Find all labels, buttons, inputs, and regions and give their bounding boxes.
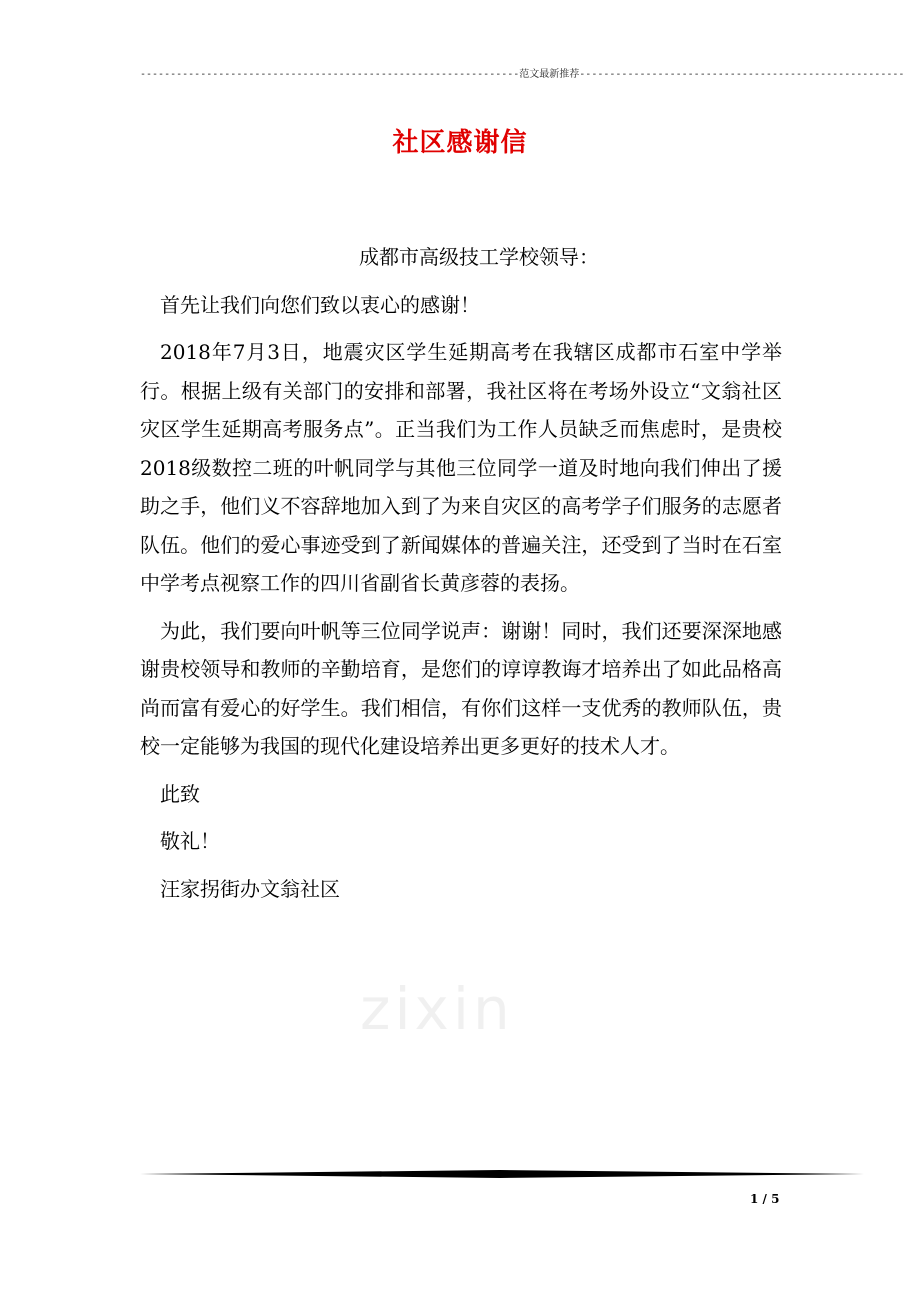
paragraph-event: 2018年7月3日，地震灾区学生延期高考在我辖区成都市石室中学举行。根据上级有关部门的安排和部署，我社区将在考场外设立“文翁社区灾区学生延期高考服务点”。正当我们为工作人员缺乏而焦虑时，是贵校2018级数控二班的叶帆同学与其他三位同学一道及时地向我们伸出了援助之手，他们义不容辞地加入到了为来自灾区的高考学子们服务的志愿者队伍。他们的爱心事迹受到了新闻媒体的普遍关注，还受到了当时在石室中学考点视察工作的四川省副省长黄彦蓉的表扬。: [140, 340, 782, 595]
footer-rule: [140, 1170, 864, 1178]
paragraph-thanks: 首先让我们向您们致以衷心的感谢！: [160, 292, 480, 317]
signature: 汪家拐街办文翁社区: [160, 876, 340, 901]
watermark: zixin: [360, 975, 514, 1043]
page-header-rule: ---------------------------------------------------------------范文最新推荐------------------------------------------------------: [140, 69, 905, 80]
closing-line-2: 敬礼！: [160, 829, 220, 853]
salutation: 成都市高级技工学校领导：: [359, 245, 599, 269]
closing-line-1: 此致: [160, 781, 200, 806]
page-number: 1 / 5: [750, 1192, 780, 1206]
letter-body: [140, 238, 782, 917]
page-title: 社区感谢信: [392, 128, 528, 158]
paragraph-gratitude: 为此，我们要向叶帆等三位同学说声：谢谢！同时，我们还要深深地感谢贵校领导和教师的辛勤培育，是您们的谆谆教诲才培养出了如此品格高尚而富有爱心的好学生。我们相信，有你们这样一支优秀的教师队伍，贵校一定能够为我国的现代化建设培养出更多更好的技术人才。: [140, 618, 782, 758]
